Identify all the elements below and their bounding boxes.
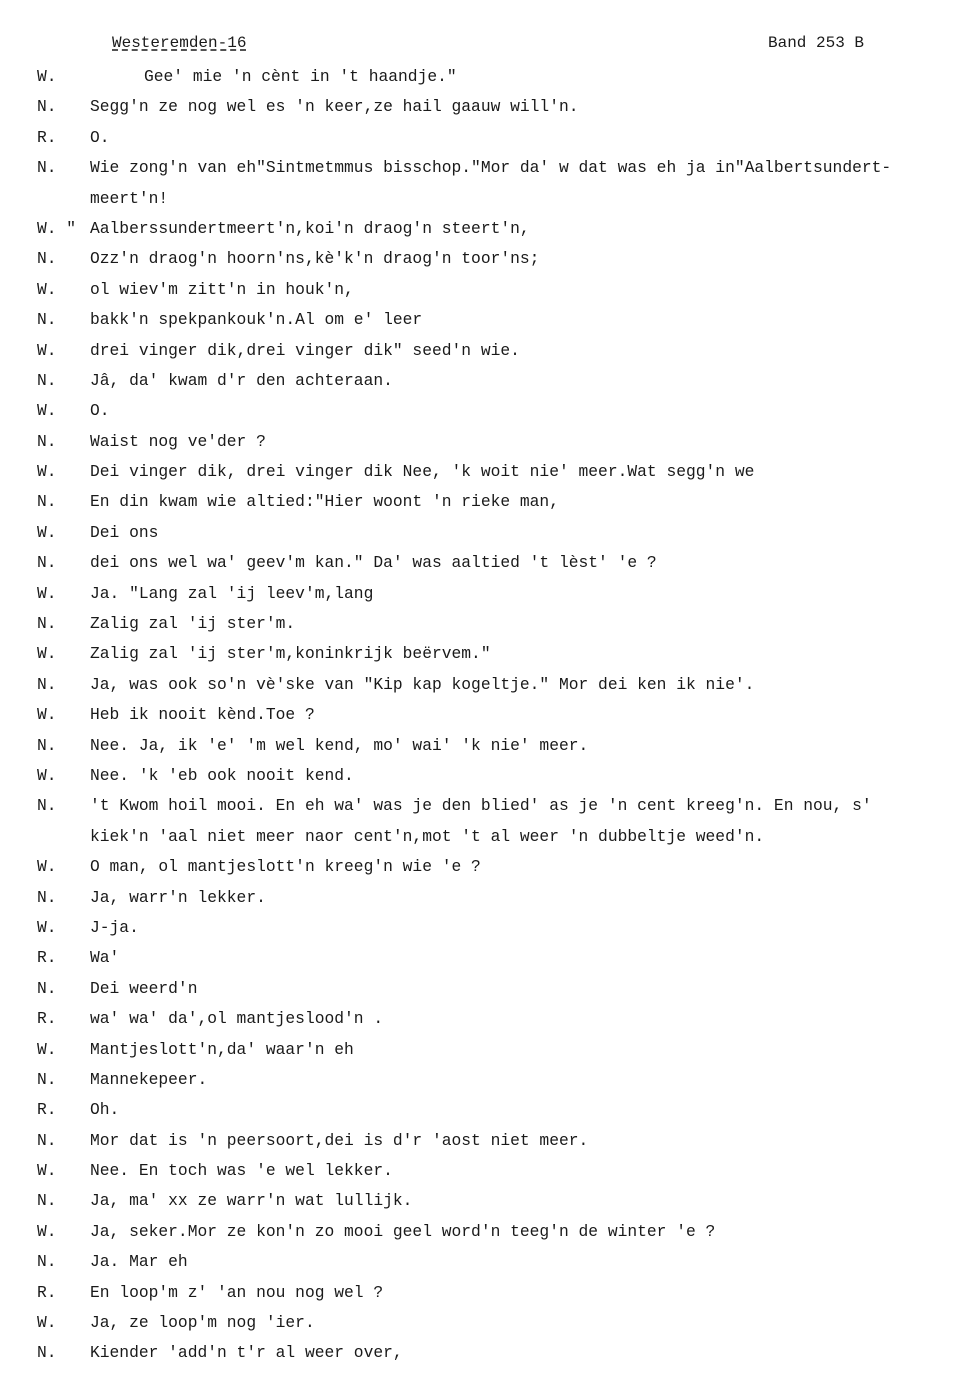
speaker-label: N.: [37, 1252, 57, 1272]
speaker-label: W.: [37, 1039, 57, 1059]
line-text: Mantjeslott'n,da' waar'n eh: [90, 1039, 354, 1059]
page-header: [0, 34, 973, 58]
document-title: Westeremden-16: [112, 34, 247, 52]
transcript-body: [0, 62, 973, 1369]
dialogue-line: [0, 761, 973, 791]
dialogue-line: [0, 1156, 973, 1186]
speaker-label: N.: [37, 1069, 57, 1089]
line-text: Ja, warr'n lekker.: [90, 887, 266, 907]
speaker-label: R.: [37, 1282, 57, 1302]
speaker-label: W.: [37, 522, 57, 542]
line-text: Ja. "Lang zal 'ij leev'm,lang: [90, 583, 374, 603]
line-text: Mor dat is 'n peersoort,dei is d'r 'aost niet meer.: [90, 1130, 589, 1150]
speaker-label: N.: [37, 796, 57, 816]
dialogue-line: [0, 548, 973, 578]
line-text: En loop'm z' 'an nou nog wel ?: [90, 1282, 384, 1302]
line-text: Nee. Ja, ik 'e' 'm wel kend, mo' wai' 'k nie' meer.: [90, 735, 589, 755]
line-text: Nee. En toch was 'e wel lekker.: [90, 1161, 393, 1181]
speaker-label: N.: [37, 614, 57, 634]
dialogue-line: [0, 184, 973, 214]
speaker-label: R.: [37, 1100, 57, 1120]
speaker-label: N.: [37, 735, 57, 755]
speaker-label: W.: [37, 279, 57, 299]
speaker-label: N.: [37, 431, 57, 451]
line-text: Gee' mie 'n cènt in 't haandje.": [144, 67, 457, 86]
tape-reference: Band 253 B: [768, 34, 865, 52]
dialogue-line: [0, 609, 973, 639]
line-text: bakk'n spekpankouk'n.Al om e' leer: [90, 310, 423, 330]
dialogue-line: [0, 731, 973, 761]
dialogue-line: [0, 92, 973, 122]
dialogue-line: [0, 244, 973, 274]
speaker-label: R.: [37, 1009, 57, 1029]
dialogue-line: [0, 487, 973, 517]
speaker-label: W.: [37, 917, 57, 937]
dialogue-line: [0, 1004, 973, 1034]
speaker-label: R.: [37, 948, 57, 968]
line-text: Aalberssundertmeert'n,koi'n draog'n steert'n,: [90, 218, 530, 238]
line-text: J-ja.: [90, 917, 139, 937]
dialogue-line: [0, 943, 973, 973]
dialogue-line: [0, 305, 973, 335]
speaker-label: W.: [37, 705, 57, 725]
speaker-label: W.: [37, 1313, 57, 1333]
line-text: Ja, was ook so'n vè'ske van "Kip kap kogeltje." Mor dei ken ik nie'.: [90, 674, 755, 694]
speaker-label: W.: [37, 1161, 57, 1181]
speaker-label: W.: [37, 644, 57, 664]
line-text: Zalig zal 'ij ster'm.: [90, 614, 296, 634]
dialogue-line: [0, 153, 973, 183]
line-text: En din kwam wie altied:"Hier woont 'n rieke man,: [90, 492, 559, 512]
line-text: Ja. Mar eh: [90, 1252, 188, 1272]
speaker-label: W.: [37, 857, 57, 877]
speaker-label: R.: [37, 127, 57, 147]
dialogue-line: [0, 1278, 973, 1308]
speaker-label: N.: [37, 553, 57, 573]
line-text: Ozz'n draog'n hoorn'ns,kè'k'n draog'n toor'ns;: [90, 249, 540, 269]
dialogue-line: [0, 852, 973, 882]
speaker-label: W.: [37, 1221, 57, 1241]
dialogue-line: [0, 1035, 973, 1065]
line-text: kiek'n 'aal niet meer naor cent'n,mot 't al weer 'n dubbeltje weed'n.: [90, 826, 765, 846]
speaker-label: N.: [37, 310, 57, 330]
dialogue-line: [0, 639, 973, 669]
line-text: O man, ol mantjeslott'n kreeg'n wie 'e ?: [90, 857, 481, 877]
line-text: Ja, ze loop'm nog 'ier.: [90, 1313, 315, 1333]
dialogue-line: [0, 366, 973, 396]
dialogue-line: [0, 1065, 973, 1095]
speaker-label: N.: [37, 1191, 57, 1211]
line-text: Wie zong'n van eh"Sintmetmmus bisschop."Mor da' w dat was eh ja in"Aalbertsundert-: [90, 158, 892, 178]
line-text: Zalig zal 'ij ster'm,koninkrijk beërvem.": [90, 644, 491, 664]
line-text: Segg'n ze nog wel es 'n keer,ze hail gaauw will'n.: [90, 97, 579, 117]
dialogue-line: [0, 670, 973, 700]
dialogue-line: [0, 883, 973, 913]
dialogue-line: [0, 518, 973, 548]
line-text: Wa': [90, 948, 120, 968]
line-text: Mannekepeer.: [90, 1069, 208, 1089]
dialogue-line: [0, 1217, 973, 1247]
dialogue-line: [0, 913, 973, 943]
speaker-label: N.: [37, 158, 57, 178]
dialogue-line: [0, 336, 973, 366]
dialogue-line: [0, 62, 973, 92]
dialogue-line: [0, 1308, 973, 1338]
dialogue-line: [0, 791, 973, 821]
speaker-label: W.: [37, 67, 57, 86]
dialogue-line: [0, 1126, 973, 1156]
dialogue-line: [0, 427, 973, 457]
dialogue-line: [0, 700, 973, 730]
line-text: Nee. 'k 'eb ook nooit kend.: [90, 765, 354, 785]
speaker-label: W. ": [37, 218, 77, 238]
dialogue-line: [0, 457, 973, 487]
dialogue-line: [0, 1095, 973, 1125]
dialogue-line: [0, 579, 973, 609]
line-text: Oh.: [90, 1100, 120, 1120]
line-text: Ja, ma' xx ze warr'n wat lullijk.: [90, 1191, 413, 1211]
speaker-label: N.: [37, 492, 57, 512]
speaker-label: W.: [37, 401, 57, 421]
speaker-label: N.: [37, 887, 57, 907]
speaker-label: N.: [37, 1343, 57, 1363]
speaker-label: N.: [37, 1130, 57, 1150]
line-text: Jâ, da' kwam d'r den achteraan.: [90, 370, 393, 390]
dialogue-line: [0, 396, 973, 426]
line-text: wa' wa' da',ol mantjeslood'n .: [90, 1009, 384, 1029]
speaker-label: W.: [37, 583, 57, 603]
line-text: Ja, seker.Mor ze kon'n zo mooi geel word'n teeg'n de winter 'e ?: [90, 1221, 716, 1241]
line-text: Heb ik nooit kènd.Toe ?: [90, 705, 315, 725]
speaker-label: N.: [37, 97, 57, 117]
speaker-label: N.: [37, 978, 57, 998]
dialogue-line: [0, 1338, 973, 1368]
line-text: 't Kwom hoil mooi. En eh wa' was je den blied' as je 'n cent kreeg'n. En nou, s': [90, 796, 872, 816]
dialogue-line: [0, 822, 973, 852]
line-text: O.: [90, 401, 110, 421]
line-text: Dei ons: [90, 522, 159, 542]
line-text: Dei vinger dik, drei vinger dik Nee, 'k woit nie' meer.Wat segg'n we: [90, 462, 755, 482]
speaker-label: N.: [37, 370, 57, 390]
speaker-label: N.: [37, 674, 57, 694]
dialogue-line: [0, 974, 973, 1004]
line-text: ol wiev'm zitt'n in houk'n,: [90, 279, 354, 299]
speaker-label: W.: [37, 765, 57, 785]
line-text: Waist nog ve'der ?: [90, 431, 266, 451]
dialogue-line: [0, 1247, 973, 1277]
speaker-label: W.: [37, 340, 57, 360]
speaker-label: W.: [37, 462, 57, 482]
line-text: dei ons wel wa' geev'm kan." Da' was aaltied 't lèst' 'e ?: [90, 553, 657, 573]
line-text: O.: [90, 127, 110, 147]
line-text: meert'n!: [90, 188, 169, 208]
speaker-label: N.: [37, 249, 57, 269]
line-text: Dei weerd'n: [90, 978, 198, 998]
line-text: Kiender 'add'n t'r al weer over,: [90, 1343, 403, 1363]
line-text: drei vinger dik,drei vinger dik" seed'n wie.: [90, 340, 520, 360]
dialogue-line: [0, 275, 973, 305]
dialogue-line: [0, 1186, 973, 1216]
dialogue-line: [0, 214, 973, 244]
dialogue-line: [0, 123, 973, 153]
